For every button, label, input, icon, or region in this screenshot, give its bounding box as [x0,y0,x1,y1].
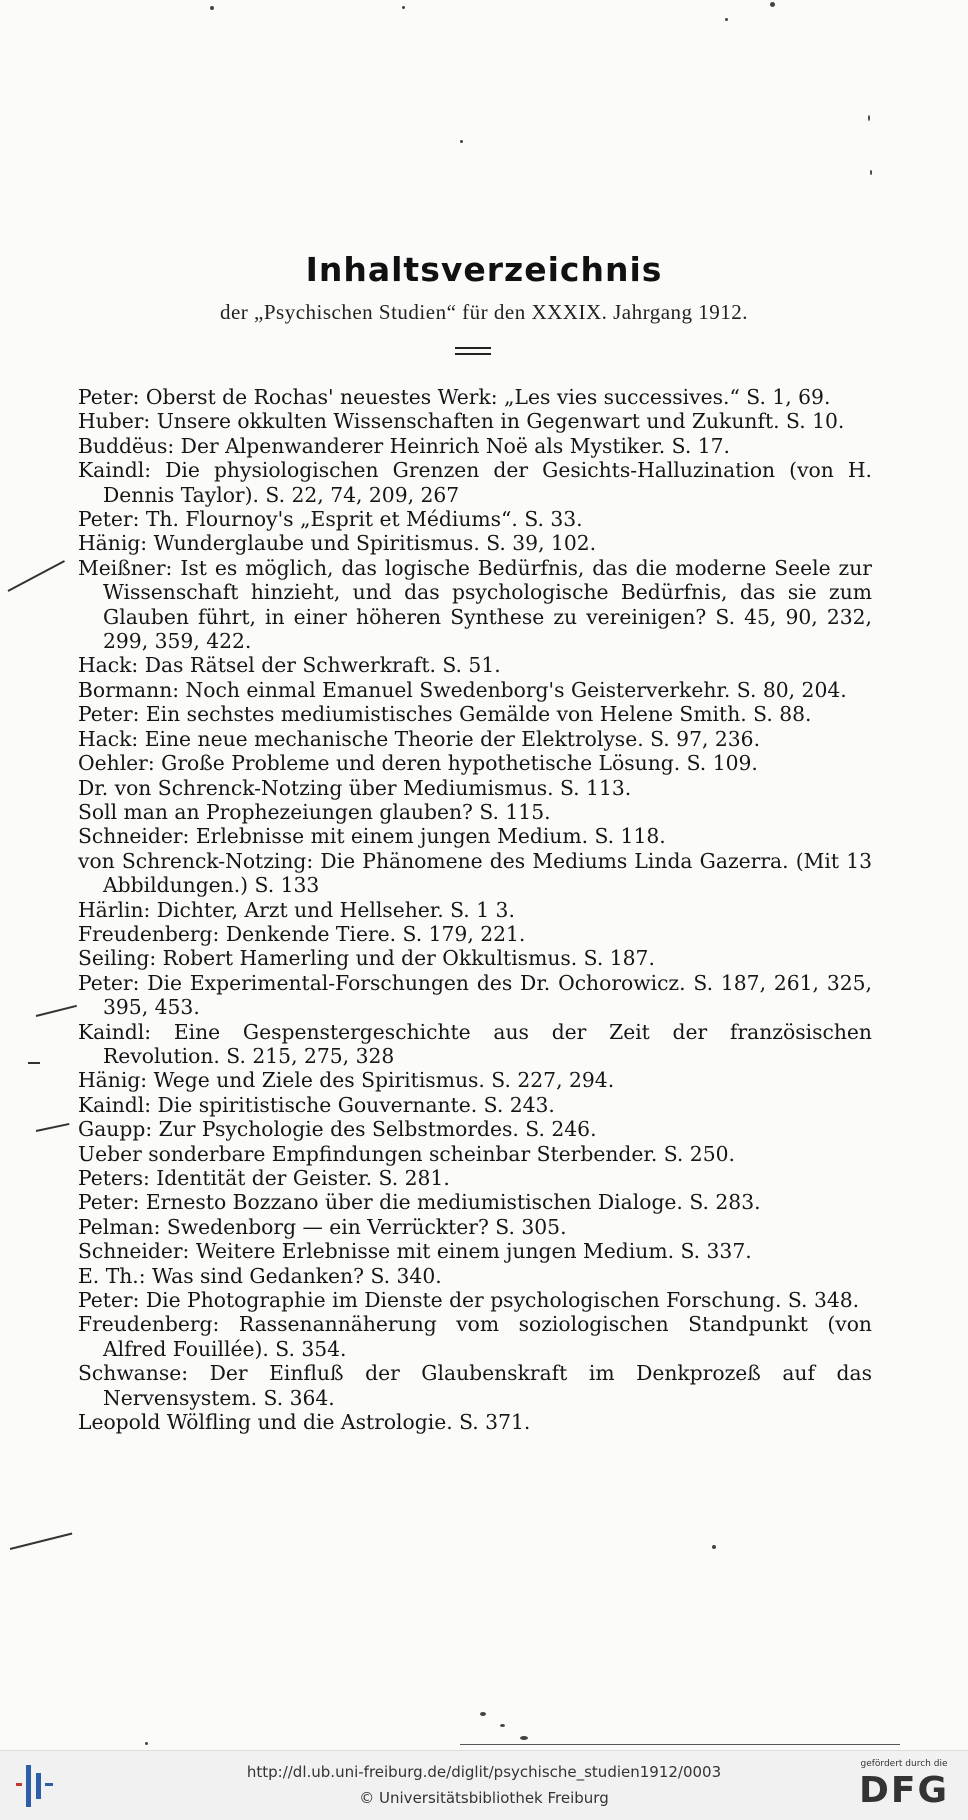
scan-speck [712,1545,716,1549]
scan-edge-line [460,1744,900,1745]
toc-entry: Dr. von Schrenck-Notzing über Mediumismus. S. 113. [78,775,632,800]
toc-entry: Kaindl: Die spiritistische Gouvernante. S. 243. [78,1092,555,1117]
toc-entry: Oehler: Große Probleme und deren hypothetische Lösung. S. 109. [78,751,758,776]
toc-entry: Kaindl: Die physiologischen Grenzen der Gesichts-Halluzination (von H. Dennis Taylor). S. 22, 74, 209, 267 [78,458,872,507]
toc-entry: von Schrenck-Notzing: Die Phänomene des Mediums Linda Gazerra. (Mit 13 Abbildungen.) S. 133 [78,848,872,898]
toc-entry: Gaupp: Zur Psychologie des Selbstmordes. S. 246. [78,1117,597,1142]
scan-speck [870,170,872,175]
source-url-link[interactable]: http://dl.ub.uni-freiburg.de/diglit/psychische_studien1912/0003 [246,1763,722,1781]
scan-speck [520,1736,528,1740]
toc-entry: Huber: Unsere okkulten Wissenschaften in Gegenwart und Zukunft. S. 10. [78,409,845,434]
title-divider [455,347,491,349]
toc-entry: Pelman: Swedenborg — ein Verrückter? S. 305. [78,1214,567,1239]
page-subtitle: der „Psychischen Studien“ für den XXXIX. Jahrgang 1912. [219,300,749,324]
toc-entry: Freudenberg: Denkende Tiere. S. 179, 221. [78,921,526,946]
table-of-contents [78,385,872,1434]
toc-entry: Schneider: Weitere Erlebnisse mit einem jungen Medium. S. 337. [78,1239,752,1264]
dfg-logo: DFG [858,1770,950,1811]
margin-pen-mark [36,1005,77,1017]
toc-entry: Hack: Eine neue mechanische Theorie der Elektrolyse. S. 97, 236. [78,726,761,751]
toc-entry: Hack: Das Rätsel der Schwerkraft. S. 51. [78,653,501,678]
toc-entry: Buddëus: Der Alpenwanderer Heinrich Noë als Mystiker. S. 17. [78,433,730,458]
scan-speck [500,1724,505,1727]
toc-entry: Kaindl: Eine Gespenstergeschichte aus der Zeit der französischen Revolution. S. 215, 275, 328 [78,1019,872,1068]
margin-pen-mark [8,560,65,592]
margin-pen-mark [28,1062,40,1064]
toc-entry: Seiling: Robert Hamerling und der Okkultismus. S. 187. [78,946,655,971]
scan-speck [460,140,463,143]
toc-entry: Bormann: Noch einmal Emanuel Swedenborg's Geisterverkehr. S. 80, 204. [78,677,847,702]
toc-entry: Schneider: Erlebnisse mit einem jungen Medium. S. 118. [78,824,666,849]
margin-pen-mark [36,1123,70,1132]
scan-speck [210,6,214,10]
scan-speck [480,1712,486,1716]
toc-entry: Hänig: Wunderglaube und Spiritismus. S. 39, 102. [78,531,597,556]
toc-entry: Meißner: Ist es möglich, das logische Bedürfnis, das die moderne Seele zur Wissenschaft hinzieht, und das psychologische Bedürfnis, das sie zum Glauben führt, in einer höheren Synthese zu vereinigen? S. 45, 90, 232, 299, 359, 422. [78,555,872,654]
toc-entry: Hänig: Wege und Ziele des Spiritismus. S. 227, 294. [78,1068,615,1093]
toc-entry: E. Th.: Was sind Gedanken? S. 340. [78,1263,442,1288]
toc-entry: Ueber sonderbare Empfindungen scheinbar Sterbender. S. 250. [78,1141,735,1166]
toc-entry: Peter: Ernesto Bozzano über die mediumistischen Dialoge. S. 283. [78,1190,761,1215]
toc-entry: Peter: Th. Flournoy's „Esprit et Médiums“. S. 33. [78,507,583,532]
toc-entry: Härlin: Dichter, Arzt und Hellseher. S. 1 3. [78,897,515,922]
margin-pen-mark [10,1533,73,1550]
toc-entry: Freudenberg: Rassenannäherung vom soziologischen Standpunkt (von Alfred Fouillée). S. 354. [78,1312,872,1361]
scan-speck [402,6,405,9]
scan-speck [725,18,728,21]
page-title: Inhaltsverzeichnis [305,250,663,289]
toc-entry: Peter: Oberst de Rochas' neuestes Werk: „Les vies successives.“ S. 1, 69. [78,385,831,409]
funder-note: gefördert durch die [860,1759,948,1769]
toc-entry: Schwanse: Der Einfluß der Glaubenskraft im Denkprozeß auf das Nervensystem. S. 364. [78,1361,872,1410]
toc-entry: Soll man an Prophezeiungen glauben? S. 115. [78,799,551,824]
scan-speck [868,115,870,121]
toc-entry: Peter: Die Experimental-Forschungen des Dr. Ochorowicz. S. 187, 261, 325, 395, 453. [78,970,872,1020]
scan-speck [145,1742,148,1745]
toc-entry: Peter: Die Photographie im Dienste der psychologischen Forschung. S. 348. [78,1288,860,1313]
title-divider [455,353,491,355]
toc-entry: Leopold Wölfling und die Astrologie. S. 371. [78,1410,531,1435]
viewer-footer [0,1750,968,1820]
toc-entry: Peter: Ein sechstes mediumistisches Gemälde von Helene Smith. S. 88. [78,702,812,727]
toc-entry: Peters: Identität der Geister. S. 281. [78,1166,450,1190]
copyright-notice: © Universitätsbibliothek Freiburg [359,1789,609,1807]
scan-speck [770,2,775,7]
